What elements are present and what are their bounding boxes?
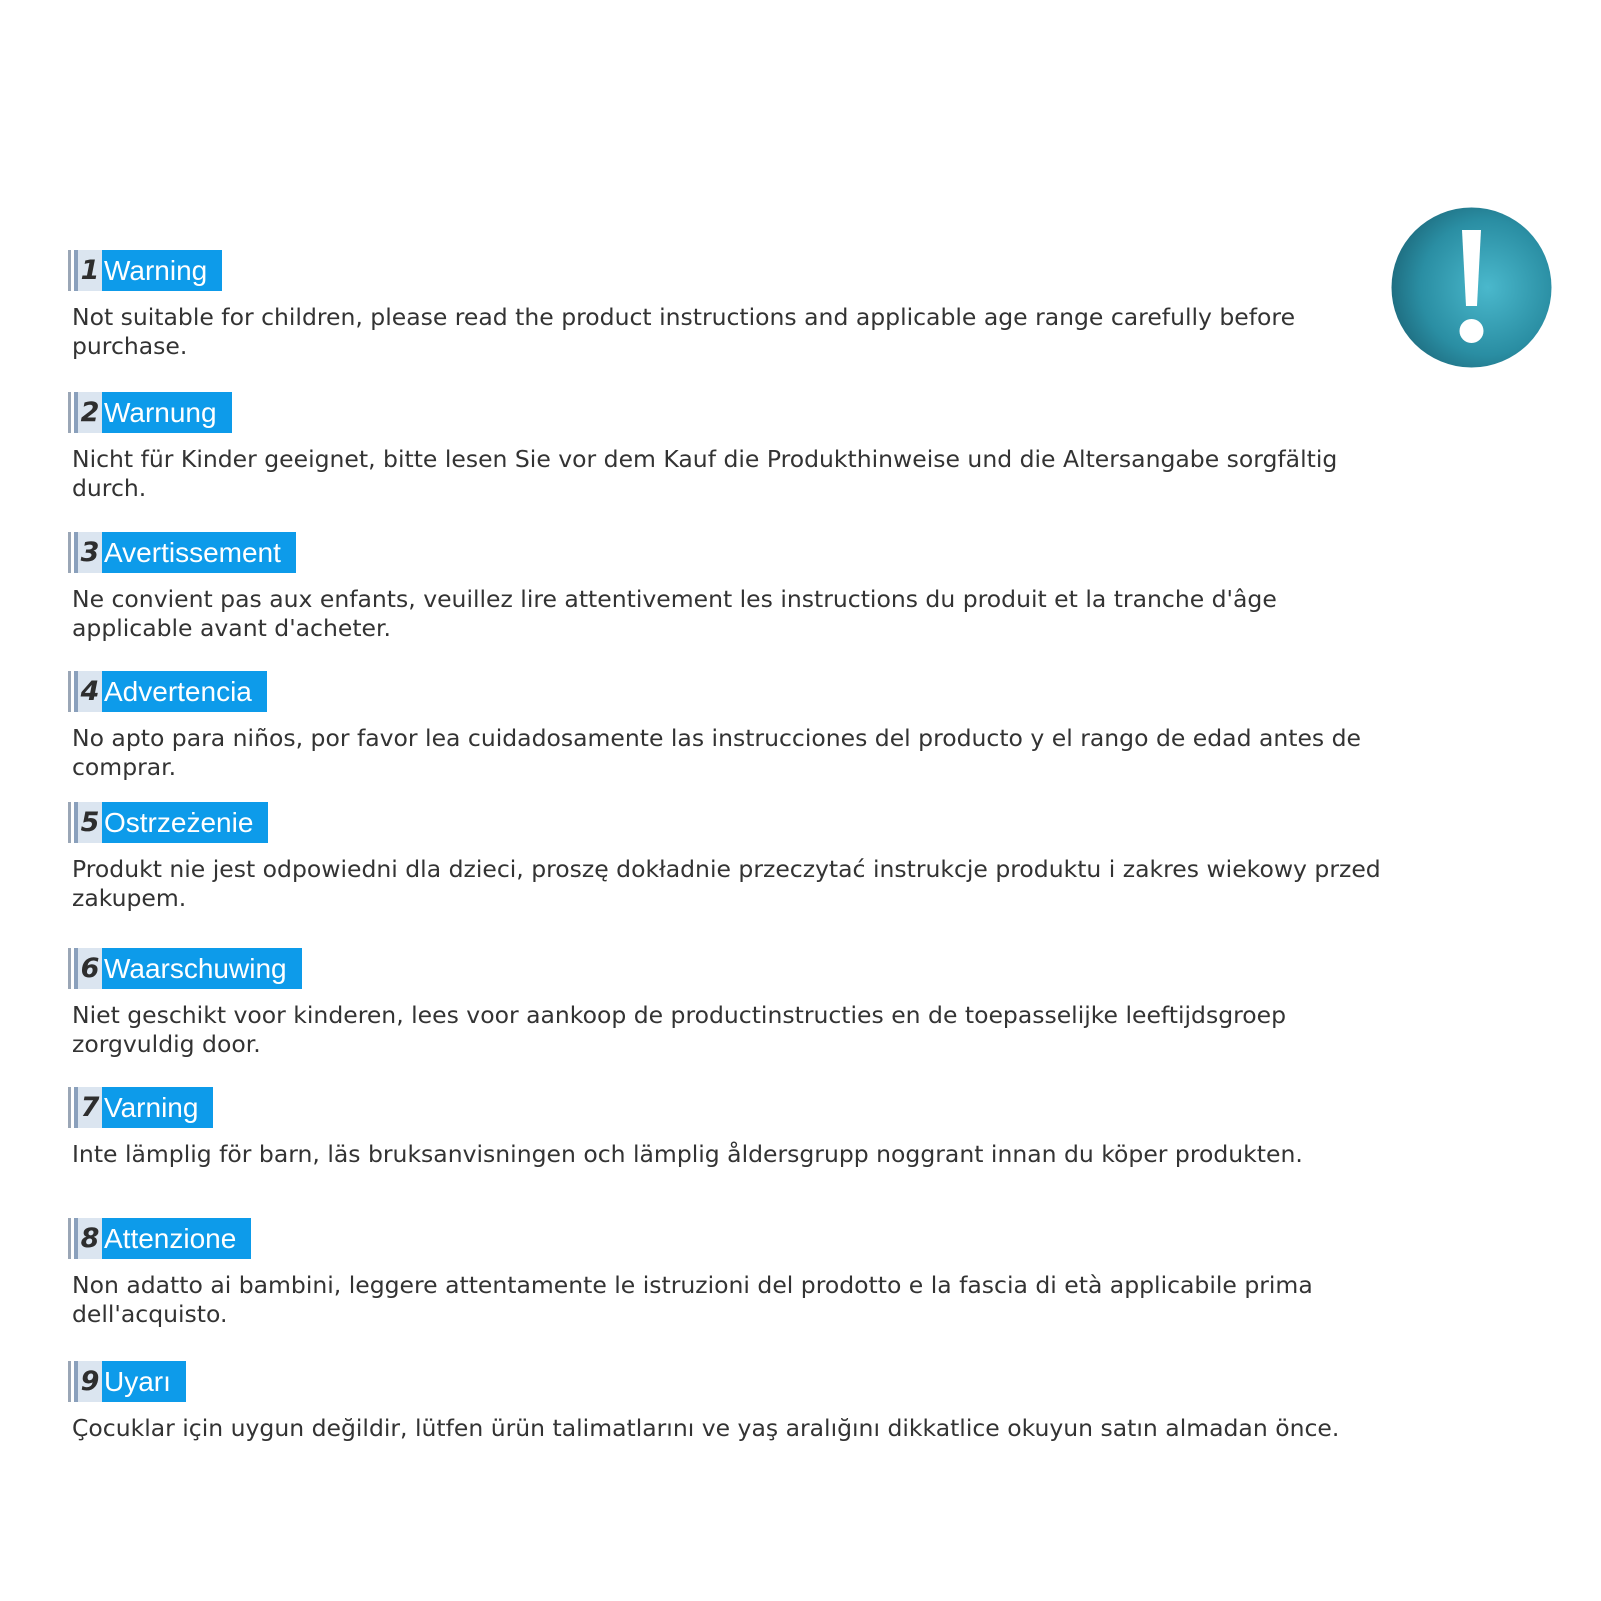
heading-bars xyxy=(68,250,78,291)
section-text: Not suitable for children, please read the product instructions and applicable age range carefully before purchase. xyxy=(72,303,1296,360)
section-number: 9 xyxy=(78,1361,102,1402)
section-heading xyxy=(68,392,1388,433)
warning-section-3 xyxy=(68,532,1388,643)
heading-bars xyxy=(68,671,78,712)
section-title: Attenzione xyxy=(102,1218,251,1259)
section-number: 6 xyxy=(78,948,102,989)
section-number: 4 xyxy=(78,671,102,712)
section-title: Warnung xyxy=(102,392,232,433)
heading-bars xyxy=(68,532,78,573)
warning-section-8 xyxy=(68,1218,1388,1329)
section-text: Produkt nie jest odpowiedni dla dzieci, proszę dokładnie przeczytać instrukcje produktu i zakres wiekowy przed zakupem. xyxy=(72,855,1381,912)
heading-bars xyxy=(68,802,78,843)
section-title: Ostrzeżenie xyxy=(102,802,268,843)
warning-section-2 xyxy=(68,392,1388,503)
section-number: 5 xyxy=(78,802,102,843)
section-title: Uyarı xyxy=(102,1361,186,1402)
section-heading xyxy=(68,1361,1388,1402)
section-text: Inte lämplig för barn, läs bruksanvisningen och lämplig åldersgrupp noggrant innan du köper produkten. xyxy=(72,1140,1303,1168)
section-number: 2 xyxy=(78,392,102,433)
warning-section-9 xyxy=(68,1361,1388,1443)
section-title: Avertissement xyxy=(102,532,296,573)
warning-section-6 xyxy=(68,948,1388,1059)
heading-bars xyxy=(68,1361,78,1402)
warning-section-4 xyxy=(68,671,1388,782)
section-number: 7 xyxy=(78,1087,102,1128)
section-text: Non adatto ai bambini, leggere attentamente le istruzioni del prodotto e la fascia di età applicabile prima dell'acquisto. xyxy=(72,1271,1313,1328)
section-heading xyxy=(68,948,1388,989)
section-heading xyxy=(68,1087,1388,1128)
section-text: Niet geschikt voor kinderen, lees voor aankoop de productinstructies en de toepasselijke leeftijdsgroep zorgvuldig door. xyxy=(72,1001,1287,1058)
section-heading xyxy=(68,250,1388,291)
section-text: Çocuklar için uygun değildir, lütfen ürün talimatlarını ve yaş aralığını dikkatlice okuyun satın almadan önce. xyxy=(72,1414,1340,1442)
section-heading xyxy=(68,671,1388,712)
warning-section-5 xyxy=(68,802,1388,913)
section-text: Ne convient pas aux enfants, veuillez lire attentivement les instructions du produit et la tranche d'âge applicable avant d'acheter. xyxy=(72,585,1277,642)
section-heading xyxy=(68,532,1388,573)
section-title: Warning xyxy=(102,250,222,291)
heading-bars xyxy=(68,948,78,989)
section-title: Waarschuwing xyxy=(102,948,302,989)
section-text: No apto para niños, por favor lea cuidadosamente las instrucciones del producto y el rango de edad antes de comprar. xyxy=(72,724,1362,781)
heading-bars xyxy=(68,1087,78,1128)
section-title: Advertencia xyxy=(102,671,267,712)
section-heading xyxy=(68,802,1388,843)
section-number: 1 xyxy=(78,250,102,291)
heading-bars xyxy=(68,392,78,433)
section-number: 8 xyxy=(78,1218,102,1259)
section-title: Varning xyxy=(102,1087,213,1128)
heading-bars xyxy=(68,1218,78,1259)
warning-section-1 xyxy=(68,250,1388,361)
section-number: 3 xyxy=(78,532,102,573)
exclamation-circle-icon xyxy=(1390,206,1553,369)
warning-section-7 xyxy=(68,1087,1388,1169)
section-text: Nicht für Kinder geeignet, bitte lesen Sie vor dem Kauf die Produkthinweise und die Altersangabe sorgfältig durch. xyxy=(72,445,1338,502)
section-heading xyxy=(68,1218,1388,1259)
